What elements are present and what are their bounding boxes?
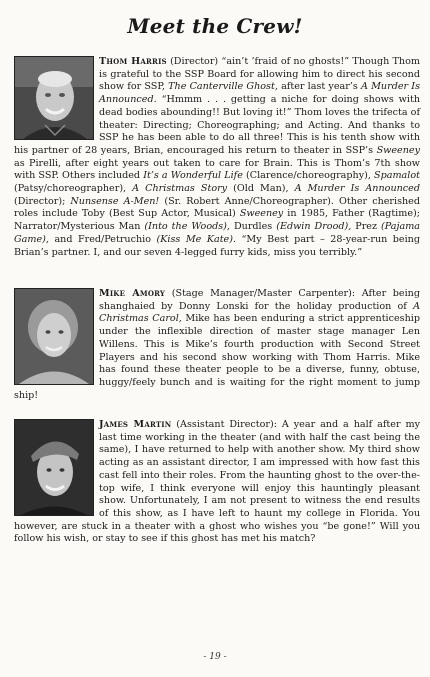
text-run: Durdles bbox=[229, 221, 277, 233]
italic-title: Spamalot bbox=[374, 170, 420, 182]
text-run: (Stage Manager/Master Carpenter): After being shanghaied by Donny Lonski for the holiday production of bbox=[99, 288, 420, 312]
italic-title: Sweeney bbox=[376, 144, 420, 156]
text-run: and Fred/Petruchio bbox=[48, 233, 157, 245]
italic-title: A Murder Is Announced. bbox=[99, 81, 421, 106]
text-run: in 1985, Father (Ragtime); Narrator/Mysterious Man bbox=[14, 208, 421, 233]
bio-james-martin bbox=[14, 419, 420, 546]
text-run: “Hmmm . . . getting a niche for doing shows with dead bodies abounding!! But loving it!” Thom loves the trifecta of theater: Directing; Choreographing; and Acting. And thanks to SSP he has been able to do all three! This is his tenth show with his partner of 28 years, Brian, encouraged his return to theater in SSP’s bbox=[14, 94, 420, 156]
italic-title: A Christmas Story bbox=[132, 183, 228, 195]
bio-name: Thom Harris bbox=[99, 56, 167, 67]
text-run: (Director) “ain’t ’fraid of no ghosts!” Though Thom is grateful to the SSP Board for allowing him to direct his second show for SSP, bbox=[99, 56, 420, 93]
bio-thom-harris bbox=[14, 56, 420, 259]
italic-title: The Canterville Ghost, bbox=[168, 81, 278, 93]
italic-title: A Christmas Carol, bbox=[99, 300, 420, 325]
italic-title: Sweeney bbox=[239, 208, 284, 220]
text-run: Prez bbox=[351, 221, 382, 233]
headshot-thom-harris bbox=[14, 56, 94, 140]
text-run: (Old Man), bbox=[227, 183, 295, 195]
text-run: (Patsy/choreographer), bbox=[14, 183, 133, 195]
italic-title: A Murder Is Announced bbox=[294, 183, 420, 195]
headshot-mike-amory bbox=[14, 288, 94, 385]
page-title: Meet the Crew! bbox=[127, 14, 303, 38]
italic-title: (Edwin Drood), bbox=[276, 221, 352, 233]
italic-title: (Pajama Game), bbox=[14, 221, 421, 245]
text-run: (Director); bbox=[14, 195, 71, 207]
italic-title: Nunsense A-Men! bbox=[70, 195, 160, 207]
bio-name: Mike Amory bbox=[99, 288, 166, 299]
text-run: after last year’s bbox=[277, 81, 361, 93]
italic-title: (Kiss Me Kate). bbox=[156, 233, 237, 245]
text-run: (Sr. Robert Anne/Choreographer). Other cherished roles include Toby (Best Sup Actor, Musical) bbox=[14, 195, 420, 220]
headshot-james-martin bbox=[14, 419, 94, 516]
italic-title: It’s a Wonderful Life bbox=[143, 170, 243, 182]
text-run: (Assistant Director): A year and a half after my last time working in the theater (and with half the cast being the same), I have returned to help with another show. My third show acting as an assistant director, I am impressed with how fast this cast fell into their roles. From the haunting ghost to the over-the-top wife, I think everyone will enjoy this hauntingly pleasant show. Unfortunately, I am not present to witness the end results of this show, as I have left to haunt my college in Florida. You however, are stuck in a theater with a ghost who wishes you “be gone!” Will you follow his wish, or stay to see if this ghost has met his match? bbox=[14, 419, 421, 545]
text-run: Mike has been enduring a strict apprenticeship under the inflexible direction of master stage manager Len Willens. This is Mike’s fourth production with Second Street Players and his second show working with Thom Harris. Mike has found these theater people to be a diverse, funny, obtuse, huggy/feely bunch and is waiting for the right moment to jump ship! bbox=[14, 313, 420, 401]
text-run: as Pirelli, after eight years out taken to care for Brain. This is Thom’s 7th show with SSP. Others included bbox=[14, 157, 420, 182]
text-run: (Clarence/choreography), bbox=[242, 170, 375, 182]
page-number: - 19 - bbox=[203, 652, 227, 662]
text-run: “My Best part – 28-year-run being Brian’s partner. I, and our seven 4-legged furry kids, miss you terribly.” bbox=[14, 233, 421, 258]
italic-title: (Into the Woods), bbox=[144, 221, 230, 233]
bio-name: James Martin bbox=[99, 419, 172, 430]
bio-mike-amory bbox=[14, 288, 420, 402]
